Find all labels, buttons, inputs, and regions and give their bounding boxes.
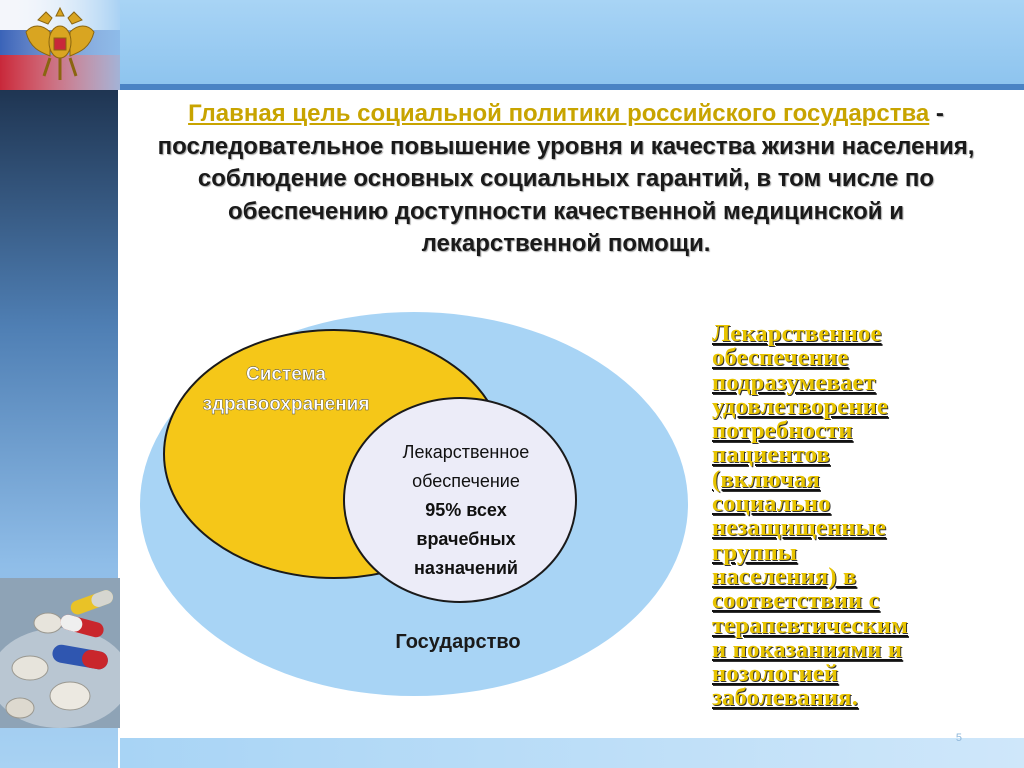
side-note [712,322,1002,711]
slide-number: 5 [955,732,962,744]
state-label: Государство [395,631,521,653]
healthcare-label-line1: Система [246,364,326,385]
side-note-line: соответствии с [712,587,880,615]
side-note-line: населения) в [712,562,857,590]
russian-coat-of-arms-icon [0,0,120,90]
drug-provision-line5: назначений [414,558,518,578]
heading-body: - последовательное повышение уровня и качества жизни населения, соблюдение основных социальных гарантий, в том числе по обеспечению доступности качественной медицинской и лекарственной помощи. [157,100,975,257]
slide-heading [140,98,992,261]
drug-provision-line3: 95% всех [425,500,507,520]
header-divider [120,84,1024,90]
side-note-line: и показаниями и [712,635,903,663]
drug-provision-line4: врачебных [416,529,516,549]
heading-highlight: Главная цель социальной политики российского государства [188,100,930,127]
side-note-line: Лекарственное [712,320,882,347]
side-note-line: нозологией [712,660,839,688]
drug-provision-line2: обеспечение [412,471,520,491]
pills-icon [0,578,120,728]
footer-band [120,738,1024,768]
side-note-line: группы [712,538,798,566]
side-note-line: терапевтическим [712,611,909,639]
drug-provision-line1: Лекарственное [402,442,530,462]
side-note-line: пациентов [712,441,830,469]
side-note-line: удовлетворение [712,392,889,420]
side-note-line: обеспечение [712,344,849,372]
side-note-line: подразумевает [712,368,876,396]
nested-ellipses-diagram [138,308,694,700]
side-note-line: незащищенные [712,514,887,542]
side-note-line: (включая [712,465,820,493]
side-note-line: социально [712,490,831,518]
side-note-line: потребности [712,417,853,445]
healthcare-label-line2: здравоохранения [202,394,370,415]
top-banner [0,0,1024,90]
side-note-line: заболевания. [712,684,859,712]
